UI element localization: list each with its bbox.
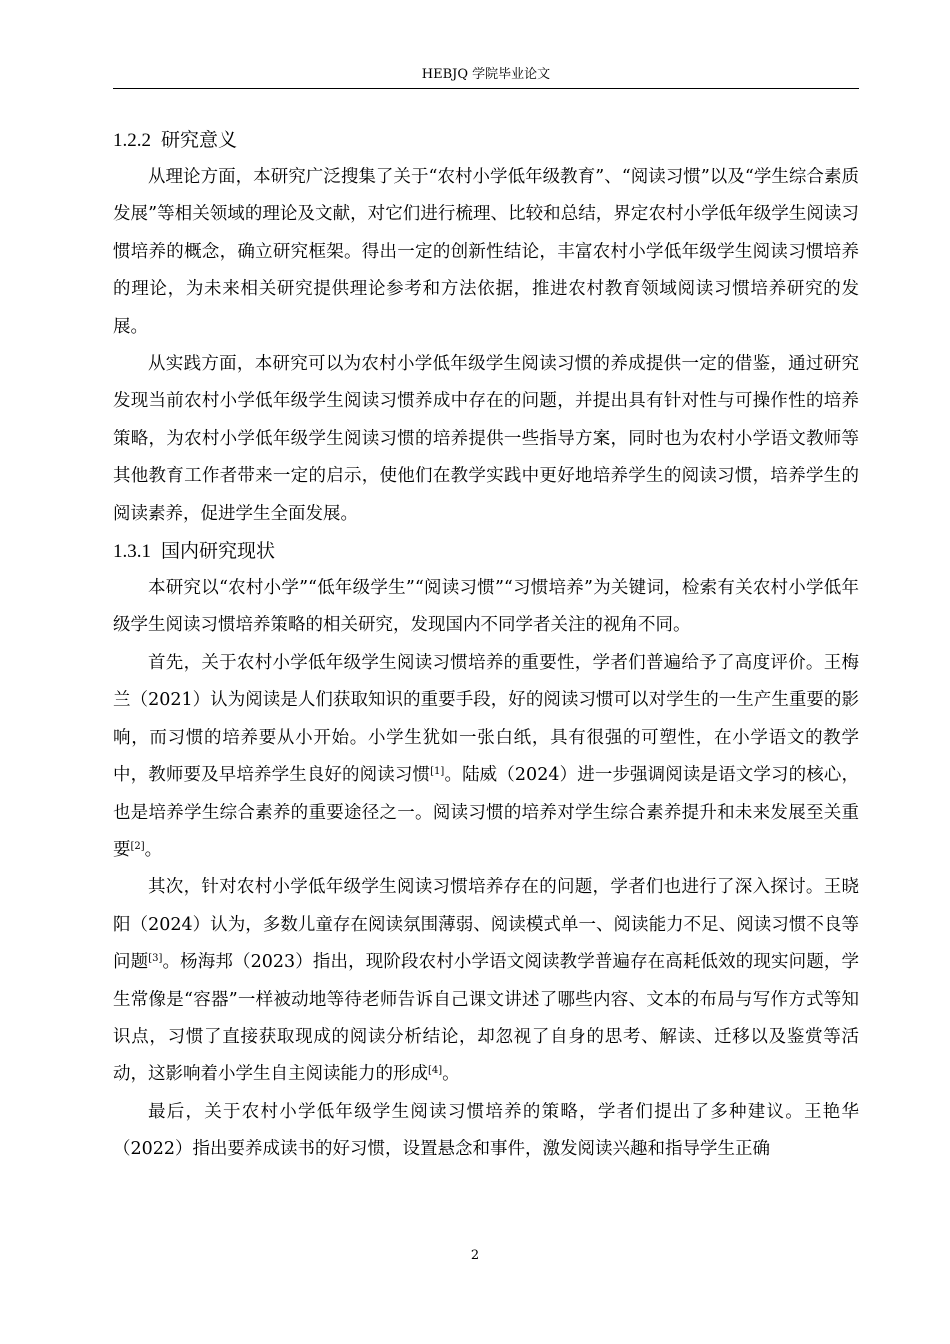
paragraph-theory: 从理论方面，本研究广泛搜集了关于“农村小学低年级教育”、“阅读习惯”以及“学生综合素质发展”等相关领域的理论及文献，对它们进行梳理、比较和总结，界定农村小学低年级学生阅读习惯培养的概念，确立研究框架。得出一定的创新性结论，丰富农村小学低年级学生阅读习惯培养的理论，为未来相关研究提供理论参考和方法依据，推进农村教育领域阅读习惯培养研究的发展。 — [113, 167, 859, 337]
paragraph-text: 首先，关于农村小学低年级学生阅读习惯培养的重要性，学者们普遍给予了高度评价。王梅兰（2021）认为阅读是人们获取知识的重要手段，好的阅读习惯可以对学生的一生产生重要的影响，而习惯的培养要从小开始。小学生犹如一张白纸，具有很强的可塑性，在小学语文的教学中，教师要及早培养学生良好的阅读习惯 — [113, 652, 859, 786]
paragraph-problems — [113, 869, 859, 1093]
header-rule — [113, 88, 859, 89]
paragraph-text: 其次，针对农村小学低年级学生阅读习惯培养存在的问题，学者们也进行了深入探讨。王晓阳（2024）认为，多数儿童存在阅读氛围薄弱、阅读模式单一、阅读能力不足、阅读习惯不良等问题 — [113, 877, 859, 973]
section-title: 研究意义 — [161, 129, 238, 151]
section-number: 1.2.2 — [113, 130, 151, 151]
citation-4: [4] — [428, 1065, 443, 1077]
paragraph-text: 。 — [442, 1064, 460, 1085]
page-body — [113, 122, 859, 1169]
page-header: HEBJQ 学院毕业论文 — [421, 67, 551, 82]
paragraph-text: 。 — [144, 839, 163, 860]
citation-2: [2] — [130, 840, 145, 852]
citation-3: [3] — [148, 953, 163, 965]
page-number: 2 — [470, 1248, 480, 1263]
paragraph-practice: 从实践方面，本研究可以为农村小学低年级学生阅读习惯的养成提供一定的借鉴，通过研究发现当前农村小学低年级学生阅读习惯养成中存在的问题，并提出具有针对性与可操作性的培养策略，为农村小学低年级学生阅读习惯的培养提供一些指导方案，同时也为农村小学语文教师等其他教育工作者带来一定的启示，使他们在教学实践中更好地培养学生的阅读习惯，培养学生的阅读素养，促进学生全面发展。 — [113, 354, 859, 524]
paragraph-keywords: 本研究以“农村小学”“低年级学生”“阅读习惯”“习惯培养”为关键词，检索有关农村小学低年级学生阅读习惯培养策略的相关研究，发现国内不同学者关注的视角不同。 — [113, 578, 859, 636]
section-heading-domestic-research — [113, 533, 859, 570]
section-heading-research-significance — [113, 122, 859, 159]
citation-1: [1] — [430, 766, 445, 778]
section-number: 1.3.1 — [113, 541, 151, 563]
paragraph-text: 。杨海邦（2023）指出，现阶段农村小学语文阅读教学普遍存在高耗低效的现实问题，学生常像是“容器”一样被动地等待老师告诉自己课文讲述了哪些内容、文本的布局与写作方式等知识点，习惯了直接获取现成的阅读分析结论，却忽视了自身的思考、解读、迁移以及鉴赏等活动，这影响着小学生自主阅读能力的形成 — [113, 952, 859, 1085]
paragraph-strategies: 最后，关于农村小学低年级学生阅读习惯培养的策略，学者们提出了多种建议。王艳华（2022）指出要养成读书的好习惯，设置悬念和事件，激发阅读兴趣和指导学生正确 — [113, 1101, 859, 1160]
paragraph-importance — [113, 645, 859, 869]
paragraph-text: 。陆威（2024）进一步强调阅读是语文学习的核心，也是培养学生综合素养的重要途径之一。阅读习惯的培养对学生综合素养提升和未来发展至关重要 — [113, 765, 859, 860]
section-title: 国内研究现状 — [161, 540, 276, 563]
